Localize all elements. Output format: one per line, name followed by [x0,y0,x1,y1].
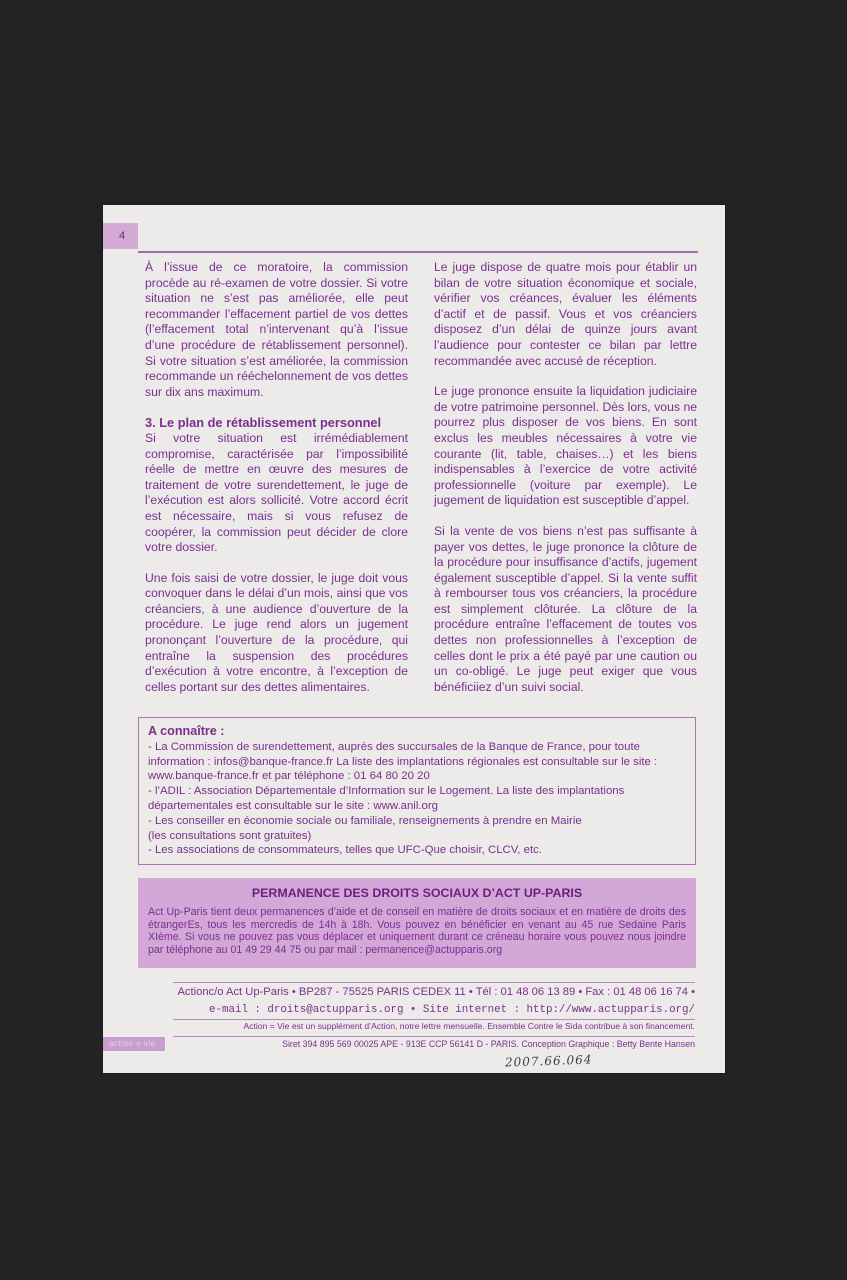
handwritten-catalog-number: 2007.66.064 [504,1052,593,1070]
right-paragraph-1: Le juge dispose de quatre mois pour établir un bilan de votre situation économique et sociale, vérifier vos créances, évaluer les éléments d’actif et de passif. Vous et vos créanciers disposez d’un délai de quinze jours avant l’audience pour contester ce bilan par lettre recommandée avec accusé de réception. [434,260,697,368]
right-column [434,260,697,710]
page-number: 4 [103,223,138,249]
footer-address: Actionc/o Act Up-Paris • BP287 - 75525 PARIS CEDEX 11 • Tél : 01 48 06 13 89 • Fax : 01 48 06 16 74 • [177,986,695,998]
section-heading: 3. Le plan de rétablissement personnel [145,415,382,431]
document-page [103,205,725,1073]
permanence-box [138,878,696,968]
know-box-line: www.banque-france.fr et par téléphone : 01 64 80 20 20 [148,770,430,783]
know-box-line: - Les associations de consommateurs, telles que UFC-Que choisir, CLCV, etc. [148,844,542,857]
know-box [138,717,696,865]
footer-contact: e-mail : droits@actupparis.org • Site internet : http://www.actupparis.org/ [209,1004,695,1016]
know-box-line: - Les conseiller en économie sociale ou familiale, renseignements à prendre en Mairie [148,814,582,827]
footer-divider [173,982,695,983]
left-column [145,260,408,710]
know-box-line: - l’ADIL : Association Départementale d’Information sur le Logement. La liste des implantations [148,785,625,798]
footer-note: Action = Vie est un supplément d’Action, notre lettre mensuelle. Ensemble Contre le Sida contribue à son financement. [243,1021,695,1031]
permanence-text: Act Up-Paris tient deux permanences d’aide et de conseil en matière de droits sociaux et en matière de droits des étrangerEs, tous les mercredis de 14h à 18h. Vous pouvez en bénéficier en venant au 45 rue Sedaine Paris XIème. Si vous ne pouvez pas vous déplacer et uniquement durant ce créneau horaire vous pouvez nous joindre par téléphone au 01 49 29 44 75 ou par mail : permanence@actupparis.org [148,906,686,956]
know-box-title: A connaître : [148,724,225,738]
right-paragraph-2: Le juge prononce ensuite la liquidation judiciaire de votre patrimoine personnel. Dès lors, vous ne pourrez plus disposer de vos biens. En sont exclus les meubles nécessaires à votre vie courante (lit, table, chaises…) et les biens indispensables à l’exercice de votre activité professionnelle (voiture par exemple). Le jugement de liquidation est susceptible d’appel. [434,384,697,508]
left-paragraph-1: À l’issue de ce moratoire, la commission procède au ré-examen de votre dossier. Si votre situation ne s’est pas améliorée, elle peut recommander l’effacement partiel de vos dettes (l’effacement total n’intervenant qu’à l’issue d’une procédure de rétablissement personnel). Si votre situation s’est améliorée, la commission recommande un rééchelonnement de vos dettes sur dix ans maximum. [145,260,408,399]
action-vie-logo: action = vie [103,1037,165,1051]
left-paragraph-2: Si votre situation est irrémédiablement compromise, caractérisée par l’impossibilité réelle de mettre en œuvre des mesures de traitement de votre surendettement, le juge de l’exécution est alors sollicité. Votre accord écrit est nécessaire, mais si vous refusez de coopérer, la commission peut décider de clore votre dossier. [145,430,408,555]
left-paragraph-3: Une fois saisi de votre dossier, le juge doit vous convoquer dans le délai d’un mois, ainsi que vos créanciers, à une audience d’ouverture de la procédure. Le juge rend alors un jugement prononçant l’ouverture de la procédure, qui entraîne la suspension des procédures d’exécution à votre encontre, à l’exception de celles portant sur des dettes alimentaires. [145,570,408,694]
know-box-line: (les consultations sont gratuites) [148,829,312,842]
top-divider [138,251,698,253]
permanence-title: PERMANENCE DES DROITS SOCIAUX D’ACT UP-PARIS [251,886,583,900]
know-box-line: - La Commission de surendettement, auprès des succursales de la Banque de France, pour toute [148,740,640,753]
right-paragraph-3: Si la vente de vos biens n’est pas suffisante à payer vos dettes, le juge prononce la clôture de la procédure pour insuffisance d’actifs, jugement également susceptible d’appel. Si la vente suffit à rembourser tous vos créanciers, la procédure est simplement clôturée. La clôture de la procédure entraîne l’effacement de toutes vos dettes non professionnelles à l’exception de celles dont le prix a été payé par une caution ou un co-obligé. Le juge peut exiger que vous bénéficiiez d’un suivi social. [434,523,697,694]
know-box-line: départementales est consultable sur le site : www.anil.org [148,799,438,812]
footer-siret: Siret 394 895 569 00025 APE - 913E CCP 56141 D - PARIS. Conception Graphique : Betty Bente Hansen [282,1039,695,1049]
footer-divider [173,1019,695,1020]
footer-divider [173,1036,695,1037]
know-box-line: information : infos@banque-france.fr La liste des implantations régionales est consultable sur le site : [148,755,658,768]
